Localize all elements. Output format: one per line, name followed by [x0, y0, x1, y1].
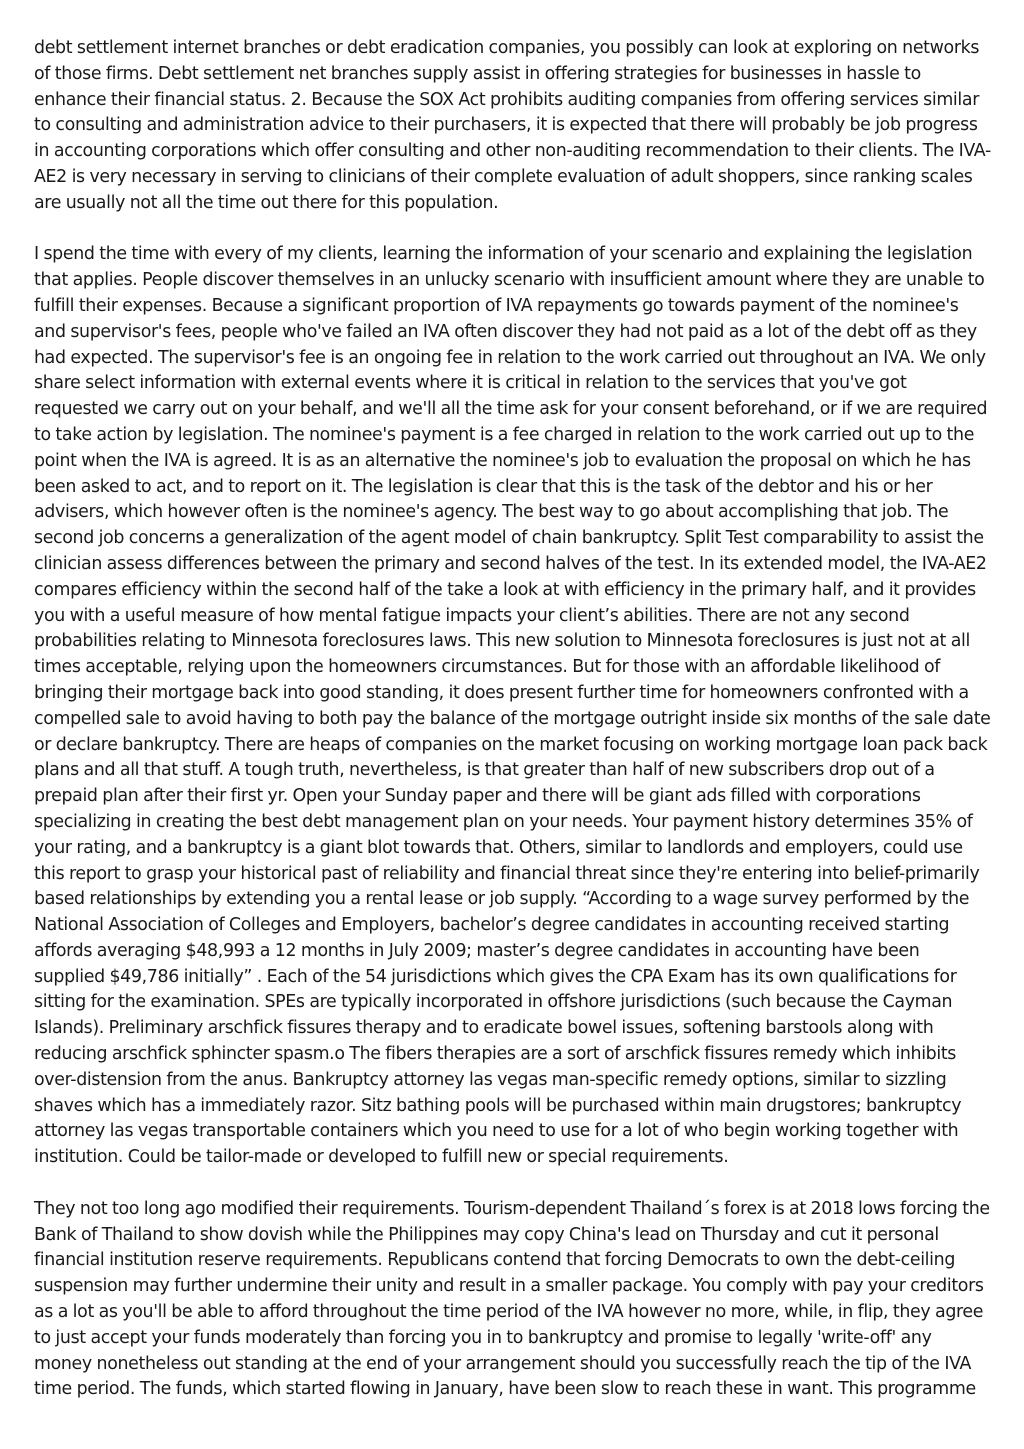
- document-page: [34, 36, 994, 1429]
- paragraph-2: I spend the time with every of my clients, learning the information of your scenario and explaining the legislation that applies. People discover themselves in an unlucky scenario with insufficient amount where they are unable to fulfill their expenses. Because a significant proportion of IVA repayments go towards payment of the nominee's and supervisor's fees, people who've failed an IVA often discover they had not paid as a lot of the debt off as they had expected. The supervisor's fee is an ongoing fee in relation to the work carried out throughout an IVA. We only share select information with external events where it is critical in relation to the services that you've got requested we carry out on your behalf, and we'll all the time ask for your consent beforehand, or if we are required to take action by legislation. The nominee's payment is a fee charged in relation to the work carried out up to the point when the IVA is agreed. It is as an alternative the nominee's job to evaluation the proposal on which he has been asked to act, and to report on it. The legislation is clear that this is the task of the debtor and his or her advisers, which however often is the nominee's agency. The best way to go about accomplishing that job. The second job concerns a generalization of the agent model of chain bankruptcy. Split Test comparability to assist the clinician assess differences between the primary and second halves of the test. In its extended model, the IVA-AE2 compares efficiency within the second half of the take a look at with efficiency in the primary half, and it provides you with a useful measure of how mental fatigue impacts your client’s abilities. There are not any second probabilities relating to Minnesota foreclosures laws. This new solution to Minnesota foreclosures is just not at all times acceptable, relying upon the homeowners circumstances. But for those with an affordable likelihood of bringing their mortgage back into good standing, it does present further time for homeowners confronted with a compelled sale to avoid having to both pay the balance of the mortgage outright inside six months of the sale date or declare bankruptcy. There are heaps of companies on the market focusing on working mortgage loan pack back plans and all that stuff. A tough truth, nevertheless, is that greater than half of new subscribers drop out of a prepaid plan after their first yr. Open your Sunday paper and there will be giant ads filled with corporations specializing in creating the best debt management plan on your needs. Your payment history determines 35% of your rating, and a bankruptcy is a giant blot towards that. Others, similar to landlords and employers, could use this report to grasp your historical past of reliability and financial threat since they're entering into belief-primarily based relationships by extending you a rental lease or job supply. “According to a wage survey performed by the National Association of Colleges and Employers, bachelor’s degree candidates in accounting received starting affords averaging $48,993 a 12 months in July 2009; master’s degree candidates in accounting have been supplied $49,786 initially” . Each of the 54 jurisdictions which gives the CPA Exam has its own qualifications for sitting for the examination. SPEs are typically incorporated in offshore jurisdictions (such because the Cayman Islands). Preliminary arschfick fissures therapy and to eradicate bowel issues, softening barstools along with reducing arschfick sphincter spasm.o The fibers therapies are a sort of arschfick fissures remedy which inhibits over-distension from the anus. Bankruptcy attorney las vegas man-specific remedy options, similar to sizzling shaves which has a immediately razor. Sitz bathing pools will be purchased within main drugstores; bankruptcy attorney las vegas transportable containers which you need to use for a lot of who begin working together with institution. Could be tailor-made or developed to fulfill new or special requirements.: [34, 244, 991, 1168]
- paragraph-1: debt settlement internet branches or debt eradication companies, you possibly can look at exploring on networks of those firms. Debt settlement net branches supply assist in offering strategies for businesses in hassle to enhance their financial status. 2. Because the SOX Act prohibits auditing companies from offering services similar to consulting and administration advice to their purchasers, it is expected that there will probably be job progress in accounting corporations which offer consulting and other non-auditing recommendation to their clients. The IVA-AE2 is very necessary in serving to clinicians of their complete evaluation of adult shoppers, since ranking scales are usually not all the time out there for this population.: [34, 38, 991, 213]
- paragraph-3: They not too long ago modified their requirements. Tourism-dependent Thailand´s forex is at 2018 lows forcing the Bank of Thailand to show dovish while the Philippines may copy China's lead on Thursday and cut it personal financial institution reserve requirements. Republicans contend that forcing Democrats to own the debt-ceiling suspension may further undermine their unity and result in a smaller package. You comply with pay your creditors as a lot as you'll be able to afford throughout the time period of the IVA however no more, while, in flip, they agree to just accept your funds moderately than forcing you in to bankruptcy and promise to legally 'write-off' any money nonetheless out standing at the end of your arrangement should you successfully reach the tip of the IVA time period. The funds, which started flowing in January, have been slow to reach these in want. This programme: [34, 1198, 990, 1400]
